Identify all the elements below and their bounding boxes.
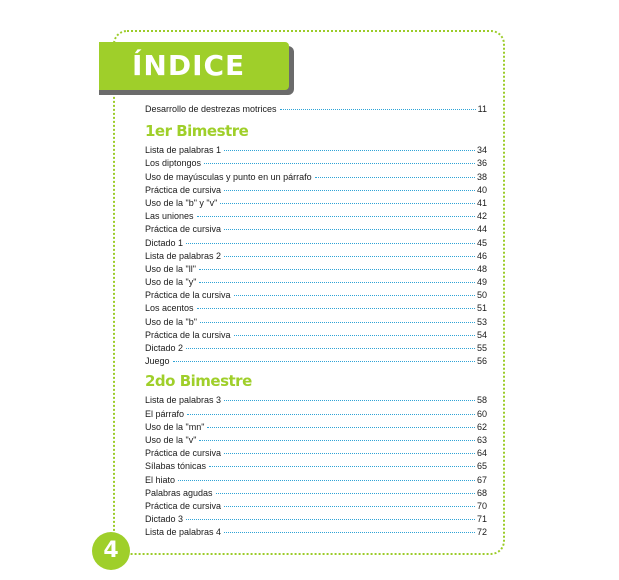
leader-dots [200,322,475,323]
toc-entry-label: Uso de la "y" [145,277,197,288]
toc-entry-page: 45 [476,237,487,248]
toc-entry-page: 40 [476,184,487,195]
toc-entry-label: Lista de palabras 4 [145,527,222,538]
leader-dots [197,308,475,309]
toc-entry-label: Lista de palabras 2 [145,250,222,261]
leader-dots [199,440,475,441]
toc-entry-label: Uso de la "ll" [145,263,196,274]
toc-entry-page: 55 [476,343,487,353]
toc-entry [145,302,487,315]
toc-entry-page: 51 [476,303,487,314]
toc-entry-label: Práctica de cursiva [145,184,222,195]
toc-entry-label: Sílabas tónicas [145,461,207,472]
toc-entry [145,342,487,355]
toc-entry [145,316,487,329]
toc-entry [145,513,487,526]
toc-entry-page: 71 [476,514,487,525]
leader-dots [216,493,475,494]
leader-dots [224,190,475,191]
toc-entry-page: 63 [476,434,487,445]
toc-entry-label: Práctica de cursiva [145,500,222,511]
toc-entry-label: Uso de la "mn" [145,421,205,432]
toc-entry [145,421,487,434]
toc-entry-label: Práctica de cursiva [145,448,222,459]
leader-dots [204,163,475,164]
toc-entry-page: 56 [476,356,487,367]
toc-entry [145,144,487,157]
leader-dots [224,229,475,230]
toc-entry [145,289,487,302]
toc-entry-label: Juego [145,356,170,367]
toc-entry-label: Los diptongos [145,158,202,169]
section-heading: 2do Bimestre [145,372,252,391]
leader-dots [220,203,475,204]
leader-dots [224,532,475,533]
toc-entry [145,184,487,197]
leader-dots [186,519,475,520]
toc-entry-label: Dictado 2 [145,343,184,353]
toc-entry [145,474,487,487]
toc-entry-page: 67 [476,474,487,485]
toc-entry-label: Las uniones [145,211,194,222]
toc-entry [145,157,487,170]
toc-entry-page: 65 [476,461,487,472]
leader-dots [224,453,475,454]
toc-entry-page: 53 [476,316,487,327]
toc-entry-page: 60 [476,408,487,419]
toc-entry [145,460,487,473]
toc-entry [145,223,487,236]
toc-entry-label: Uso de la "b" y "v" [145,197,218,208]
toc-entry [145,394,487,407]
toc-entry [145,526,487,539]
leader-dots [199,269,475,270]
toc-entry [145,197,487,210]
toc-entry-page: 72 [476,527,487,538]
toc-entry [145,329,487,342]
page-number-badge [92,532,130,570]
leader-dots [187,414,475,415]
toc-entry-label: Lista de palabras 3 [145,395,222,406]
section-heading: 1er Bimestre [145,122,249,141]
toc-entry-page: 49 [476,277,487,288]
toc-entry-label: Dictado 3 [145,514,184,525]
toc-entry-label: Uso de la "v" [145,434,197,445]
page-number: 4 [103,538,119,563]
toc-entry-page: 11 [477,104,487,114]
toc-entry-label: Uso de mayúsculas y punto en un párrafo [145,171,312,182]
toc-entry [145,434,487,447]
leader-dots [224,256,475,257]
toc-entry-label: Desarrollo de destrezas motrices [145,104,277,114]
toc-entry-intro [145,103,487,116]
toc-entry-page: 44 [476,224,487,235]
sections [145,122,487,539]
leader-dots [207,427,475,428]
toc-entry-page: 54 [476,329,487,340]
toc-entry [145,276,487,289]
toc-entry-page: 70 [476,500,487,511]
toc-entry-page: 36 [476,158,487,169]
leader-dots [224,400,475,401]
leader-dots [186,348,475,349]
leader-dots [197,216,475,217]
toc-entry-page: 50 [476,290,487,301]
toc-entry [145,171,487,184]
toc-entry [145,250,487,263]
toc-entry [145,263,487,276]
leader-dots [234,295,475,296]
leader-dots [224,150,475,151]
leader-dots [315,177,475,178]
toc-entry-page: 58 [476,395,487,406]
toc-entry-label: Los acentos [145,303,194,314]
toc-entry-label: Dictado 1 [145,237,184,248]
toc-entry [145,487,487,500]
toc-entry-label: Palabras agudas [145,487,213,498]
toc-entry-label: Uso de la "b" [145,316,197,327]
toc-entry-page: 42 [476,211,487,222]
toc-entry-label: Lista de palabras 1 [145,145,222,156]
leader-dots [280,109,476,110]
toc-entry-label: Práctica de cursiva [145,224,222,235]
toc-entry-page: 68 [476,487,487,498]
toc-entry-page: 41 [476,197,487,208]
toc-entry-page: 38 [476,171,487,182]
toc-entry [145,237,487,250]
leader-dots [234,335,475,336]
leader-dots [199,282,475,283]
toc-entry-page: 34 [476,145,487,156]
toc-entry-label: El párrafo [145,408,185,419]
leader-dots [173,361,475,362]
toc-entry-page: 46 [476,250,487,261]
table-of-contents [145,103,487,539]
toc-entry [145,408,487,421]
leader-dots [186,243,475,244]
leader-dots [178,480,475,481]
toc-entry [145,447,487,460]
toc-entry-page: 62 [476,421,487,432]
page-title: ÍNDICE [132,49,246,82]
toc-entry-label: Práctica de la cursiva [145,329,231,340]
toc-entry-page: 64 [476,448,487,459]
toc-entry-page: 48 [476,263,487,274]
toc-entry [145,355,487,368]
toc-entry-label: Práctica de la cursiva [145,290,231,301]
leader-dots [209,466,475,467]
toc-entry [145,210,487,223]
toc-entry-label: El hiato [145,474,176,485]
leader-dots [224,506,475,507]
toc-entry [145,500,487,513]
